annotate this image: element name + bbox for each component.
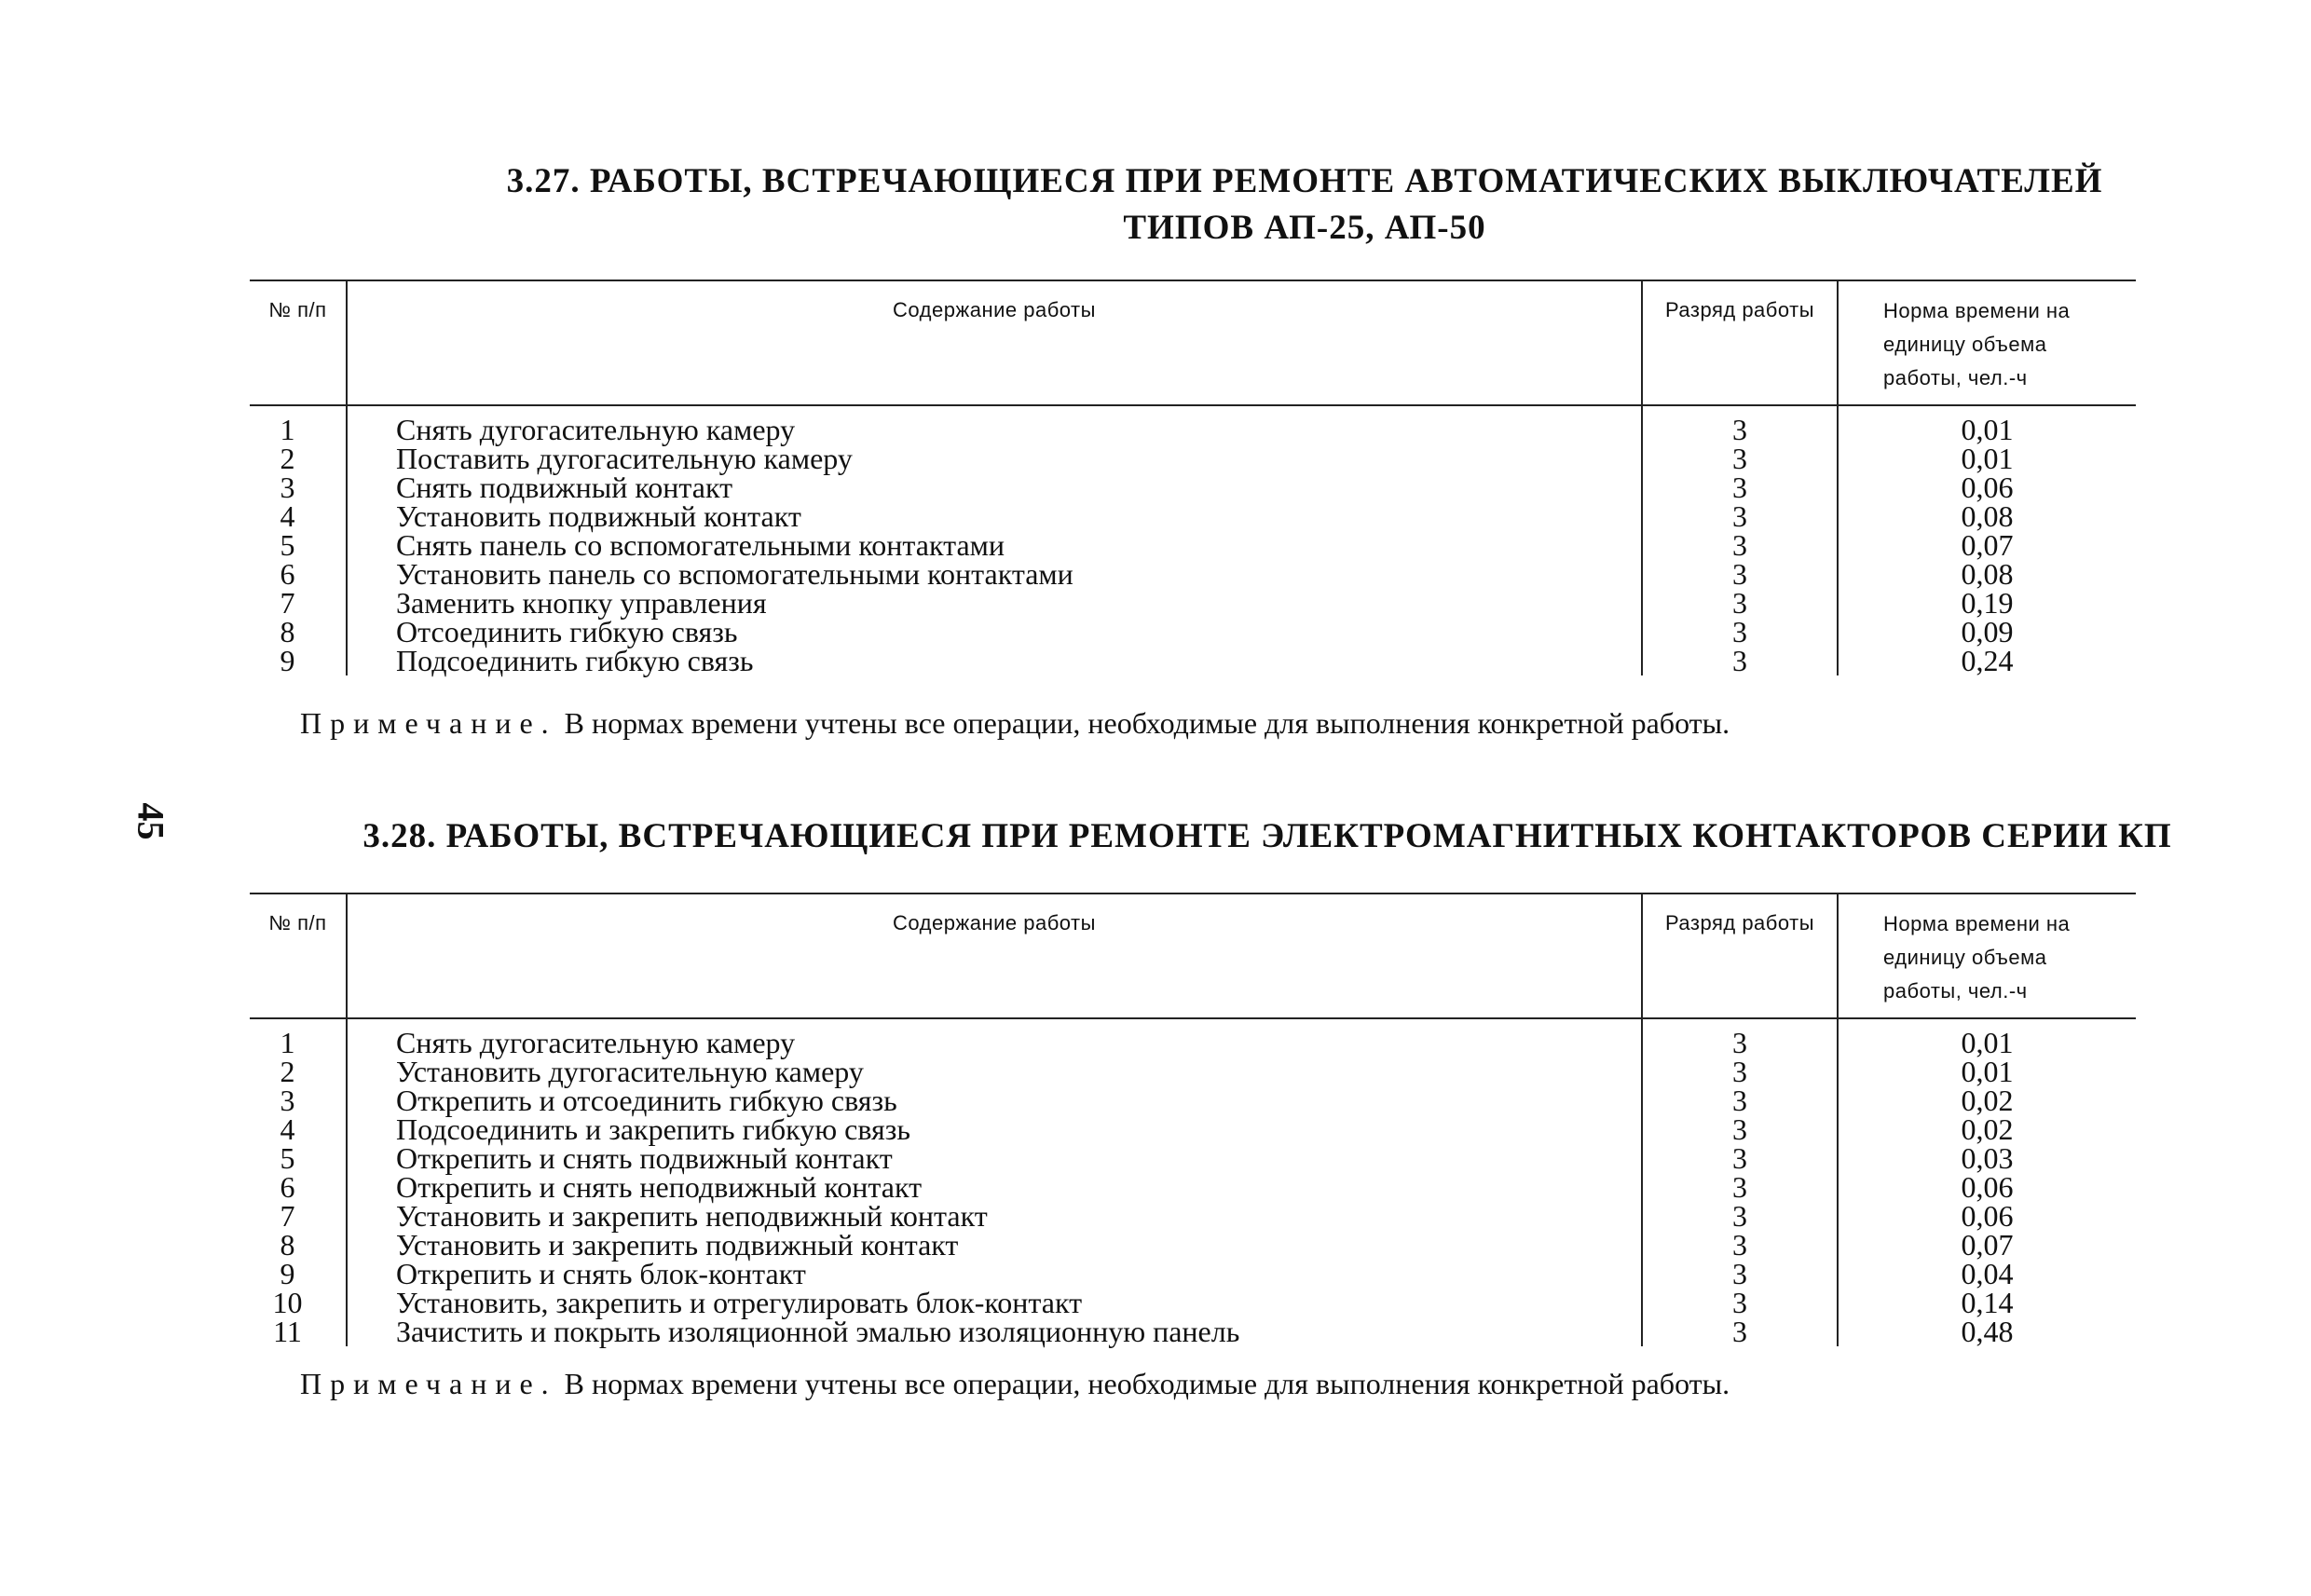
row-grade: 3 — [1642, 1144, 1838, 1173]
header-norm-line-1: Норма времени на — [1883, 299, 2071, 322]
table-row — [250, 618, 2136, 647]
row-norm: 0,01 — [1838, 1057, 2136, 1086]
row-norm: 0,01 — [1838, 1018, 2136, 1057]
row-number: 2 — [280, 442, 295, 475]
row-work: Зачистить и покрыть изоляционной эмалью изоляционную панель — [347, 1317, 1642, 1346]
table-row — [250, 473, 2136, 502]
row-work: Снять подвижный контакт — [347, 473, 1642, 502]
row-norm: 0,19 — [1838, 589, 2136, 618]
row-norm: 0,06 — [1838, 473, 2136, 502]
table-row — [250, 647, 2136, 675]
table-3-27 — [250, 280, 2136, 675]
row-grade: 3 — [1642, 1057, 1838, 1086]
row-work: Открепить и снять блок-контакт — [347, 1260, 1642, 1289]
row-norm: 0,14 — [1838, 1289, 2136, 1317]
table-row — [250, 1115, 2136, 1144]
table-row — [250, 444, 2136, 473]
note-label: Примечание. — [300, 706, 557, 740]
row-norm: 0,01 — [1838, 405, 2136, 444]
row-norm: 0,07 — [1838, 531, 2136, 560]
table-3-28 — [250, 893, 2136, 1346]
row-number: 3 — [280, 471, 295, 504]
row-grade: 3 — [1642, 618, 1838, 647]
row-number: 7 — [280, 1199, 295, 1233]
table-row — [250, 1260, 2136, 1289]
header-num: № п/п — [268, 298, 327, 321]
row-work: Установить, закрепить и отрегулировать блок-контакт — [347, 1289, 1642, 1317]
row-grade: 3 — [1642, 473, 1838, 502]
header-grade: Разряд работы — [1642, 280, 1838, 405]
row-work: Установить и закрепить неподвижный контакт — [347, 1202, 1642, 1231]
row-work: Снять панель со вспомогательными контактами — [347, 531, 1642, 560]
norms-table — [250, 893, 2136, 1346]
row-number: 4 — [280, 1112, 295, 1146]
row-work: Отсоединить гибкую связь — [347, 618, 1642, 647]
row-work: Снять дугогасительную камеру — [347, 405, 1642, 444]
row-number: 11 — [273, 1315, 302, 1348]
row-number: 4 — [280, 499, 295, 533]
row-norm: 0,06 — [1838, 1173, 2136, 1202]
row-grade: 3 — [1642, 444, 1838, 473]
section-title-line-2: ТИПОВ АП-25, АП-50 — [1123, 209, 1486, 247]
note-label: Примечание. — [300, 1367, 557, 1400]
row-grade: 3 — [1642, 502, 1838, 531]
row-norm: 0,02 — [1838, 1115, 2136, 1144]
row-grade: 3 — [1642, 560, 1838, 589]
note-3-27 — [300, 706, 1730, 741]
row-number: 10 — [272, 1286, 303, 1319]
table-row — [250, 502, 2136, 531]
header-grade: Разряд работы — [1642, 893, 1838, 1018]
row-number: 1 — [280, 413, 295, 446]
row-grade: 3 — [1642, 589, 1838, 618]
header-norm-line-1: Норма времени на — [1883, 912, 2071, 935]
row-norm: 0,03 — [1838, 1144, 2136, 1173]
note-text: В нормах времени учтены все операции, необходимые для выполнения конкретной работы. — [556, 1367, 1730, 1400]
row-norm: 0,24 — [1838, 647, 2136, 675]
table-row — [250, 1317, 2136, 1346]
page-number: 45 — [130, 802, 172, 840]
row-norm: 0,06 — [1838, 1202, 2136, 1231]
row-number: 6 — [280, 1170, 295, 1204]
row-work: Установить дугогасительную камеру — [347, 1057, 1642, 1086]
row-grade: 3 — [1642, 405, 1838, 444]
row-work: Снять дугогасительную камеру — [347, 1018, 1642, 1057]
row-grade: 3 — [1642, 647, 1838, 675]
row-number: 9 — [280, 1257, 295, 1290]
table-row — [250, 1057, 2136, 1086]
row-number: 1 — [280, 1026, 295, 1059]
row-work: Открепить и снять подвижный контакт — [347, 1144, 1642, 1173]
norms-table — [250, 280, 2136, 675]
row-norm: 0,02 — [1838, 1086, 2136, 1115]
row-norm: 0,04 — [1838, 1260, 2136, 1289]
table-row — [250, 1086, 2136, 1115]
row-work: Установить панель со вспомогательными контактами — [347, 560, 1642, 589]
row-norm: 0,09 — [1838, 618, 2136, 647]
row-grade: 3 — [1642, 531, 1838, 560]
table-row — [250, 1202, 2136, 1231]
header-num: № п/п — [268, 911, 327, 934]
row-norm: 0,08 — [1838, 560, 2136, 589]
row-grade: 3 — [1642, 1202, 1838, 1231]
table-header-row — [250, 893, 2136, 1018]
table-body — [250, 405, 2136, 675]
row-grade: 3 — [1642, 1317, 1838, 1346]
row-number: 5 — [280, 1141, 295, 1175]
row-norm: 0,48 — [1838, 1317, 2136, 1346]
header-norm-line-3: работы, чел.-ч — [1883, 366, 2028, 389]
row-norm: 0,08 — [1838, 502, 2136, 531]
section-title-3-28 — [112, 813, 2311, 860]
row-grade: 3 — [1642, 1115, 1838, 1144]
table-row — [250, 405, 2136, 444]
header-norm — [1838, 280, 2136, 405]
table-row — [250, 1018, 2136, 1057]
table-header-row — [250, 280, 2136, 405]
row-work: Подсоединить и закрепить гибкую связь — [347, 1115, 1642, 1144]
table-row — [250, 1231, 2136, 1260]
table-row — [250, 560, 2136, 589]
table-row — [250, 531, 2136, 560]
section-title-3-27 — [149, 158, 2311, 252]
row-work: Установить и закрепить подвижный контакт — [347, 1231, 1642, 1260]
row-number: 9 — [280, 644, 295, 677]
row-work: Подсоединить гибкую связь — [347, 647, 1642, 675]
header-norm-line-3: работы, чел.-ч — [1883, 979, 2028, 1003]
header-norm-line-2: единицу объема — [1883, 333, 2047, 356]
row-work: Открепить и отсоединить гибкую связь — [347, 1086, 1642, 1115]
header-norm — [1838, 893, 2136, 1018]
note-3-28 — [300, 1367, 1730, 1401]
row-number: 7 — [280, 586, 295, 620]
row-work: Установить подвижный контакт — [347, 502, 1642, 531]
row-number: 5 — [280, 528, 295, 562]
row-number: 2 — [280, 1055, 295, 1088]
table-row — [250, 1173, 2136, 1202]
header-norm-line-2: единицу объема — [1883, 946, 2047, 969]
row-norm: 0,01 — [1838, 444, 2136, 473]
row-number: 6 — [280, 557, 295, 591]
header-work: Содержание работы — [347, 893, 1642, 1018]
table-row — [250, 1144, 2136, 1173]
row-grade: 3 — [1642, 1289, 1838, 1317]
section-title-line-1: 3.28. РАБОТЫ, ВСТРЕЧАЮЩИЕСЯ ПРИ РЕМОНТЕ ЭЛЕКТРОМАГНИТНЫХ КОНТАКТОРОВ СЕРИИ КП — [362, 817, 2172, 855]
header-work: Содержание работы — [347, 280, 1642, 405]
row-work: Открепить и снять неподвижный контакт — [347, 1173, 1642, 1202]
table-row — [250, 589, 2136, 618]
row-number: 8 — [280, 615, 295, 648]
note-text: В нормах времени учтены все операции, необходимые для выполнения конкретной работы. — [556, 706, 1730, 740]
row-number: 8 — [280, 1228, 295, 1262]
row-grade: 3 — [1642, 1173, 1838, 1202]
row-grade: 3 — [1642, 1018, 1838, 1057]
section-title-line-1: 3.27. РАБОТЫ, ВСТРЕЧАЮЩИЕСЯ ПРИ РЕМОНТЕ АВТОМАТИЧЕСКИХ ВЫКЛЮЧАТЕЛЕЙ — [506, 162, 2103, 200]
row-work: Поставить дугогасительную камеру — [347, 444, 1642, 473]
row-work: Заменить кнопку управления — [347, 589, 1642, 618]
row-number: 3 — [280, 1084, 295, 1117]
row-grade: 3 — [1642, 1086, 1838, 1115]
row-norm: 0,07 — [1838, 1231, 2136, 1260]
row-grade: 3 — [1642, 1260, 1838, 1289]
table-row — [250, 1289, 2136, 1317]
table-body — [250, 1018, 2136, 1346]
row-grade: 3 — [1642, 1231, 1838, 1260]
